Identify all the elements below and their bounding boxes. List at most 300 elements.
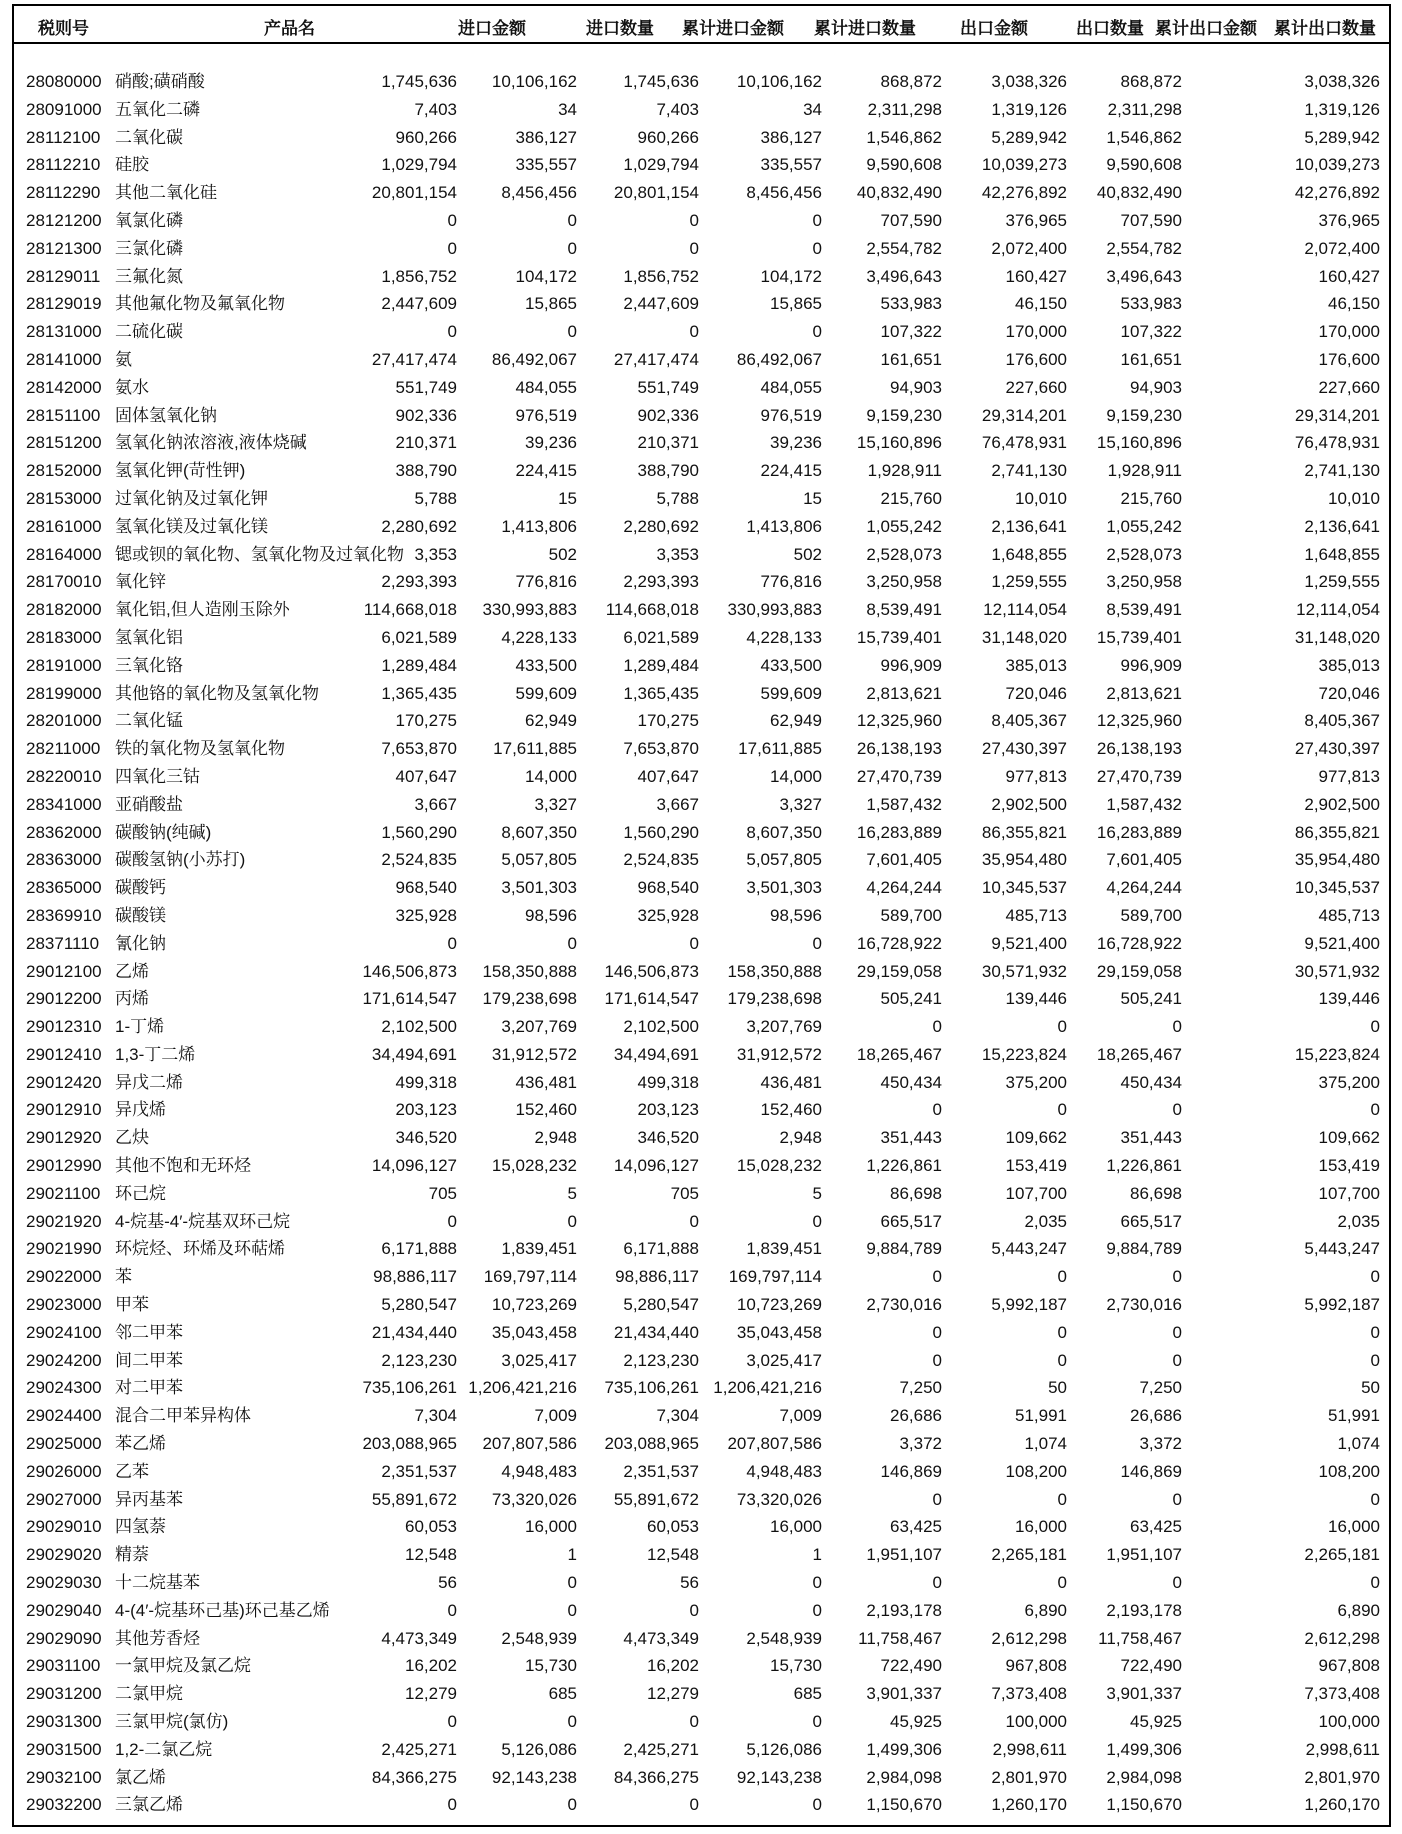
cell-cum-export-qty: 2,072,400 bbox=[1304, 238, 1380, 258]
cell-cum-export-qty: 385,013 bbox=[1318, 655, 1380, 675]
table-row bbox=[14, 958, 1389, 986]
table-row bbox=[14, 1625, 1389, 1653]
cell-product-name: 异戊二烯 bbox=[115, 1072, 183, 1092]
cell-import-value: 902,336 bbox=[395, 405, 457, 425]
cell-cum-export-qty: 50 bbox=[1361, 1378, 1380, 1398]
cell-product-name: 三氯乙烯 bbox=[115, 1795, 183, 1815]
cell-cum-import-qty: 599,609 bbox=[760, 683, 822, 703]
cell-product-name: 碳酸氢钠(小苏打) bbox=[115, 850, 246, 870]
cell-cum-import-qty: 5 bbox=[812, 1183, 822, 1203]
cell-import-value: 3,667 bbox=[414, 794, 457, 814]
cell-cum-export-value: 18,265,467 bbox=[1096, 1044, 1182, 1064]
cell-import-value: 60,053 bbox=[405, 1517, 457, 1537]
cell-tariff-code: 28220010 bbox=[26, 766, 102, 786]
cell-cum-export-qty: 100,000 bbox=[1318, 1712, 1380, 1732]
cell-import-value: 0 bbox=[447, 1211, 457, 1231]
cell-tariff-code: 28362000 bbox=[26, 822, 102, 842]
cell-cum-export-value: 27,470,739 bbox=[1096, 766, 1182, 786]
cell-import-qty: 169,797,114 bbox=[483, 1267, 577, 1287]
cell-cum-export-value: 86,698 bbox=[1130, 1183, 1182, 1203]
cell-export-qty: 139,446 bbox=[1005, 989, 1067, 1009]
cell-import-qty: 0 bbox=[567, 933, 577, 953]
cell-export-value: 3,901,337 bbox=[866, 1684, 942, 1704]
cell-import-qty: 92,143,238 bbox=[491, 1767, 577, 1787]
cell-cum-export-value: 26,686 bbox=[1130, 1406, 1182, 1426]
cell-import-qty: 8,456,456 bbox=[501, 183, 577, 203]
cell-cum-import-qty: 2,948 bbox=[779, 1128, 822, 1148]
cell-cum-import-qty: 17,611,885 bbox=[738, 739, 822, 759]
cell-import-value: 0 bbox=[447, 933, 457, 953]
cell-tariff-code: 29031500 bbox=[26, 1739, 102, 1759]
cell-cum-export-qty: 2,902,500 bbox=[1304, 794, 1380, 814]
cell-product-name: 间二甲苯 bbox=[115, 1350, 183, 1370]
cell-export-value: 0 bbox=[932, 1322, 942, 1342]
cell-cum-import-value: 5,280,547 bbox=[623, 1295, 699, 1315]
cell-tariff-code: 29012420 bbox=[26, 1072, 102, 1092]
cell-export-qty: 42,276,892 bbox=[981, 183, 1067, 203]
header-cum-export-value: 累计出口金额 bbox=[1155, 19, 1257, 38]
cell-export-value: 146,869 bbox=[880, 1461, 942, 1481]
cell-cum-import-value: 325,928 bbox=[637, 905, 699, 925]
cell-cum-export-qty: 109,662 bbox=[1318, 1128, 1380, 1148]
cell-cum-import-value: 1,289,484 bbox=[623, 655, 699, 675]
cell-cum-export-value: 3,496,643 bbox=[1106, 266, 1182, 286]
cell-cum-import-qty: 0 bbox=[812, 238, 822, 258]
table-row bbox=[14, 735, 1389, 763]
header-cum-import-value: 累计进口金额 bbox=[682, 19, 784, 38]
cell-tariff-code: 28341000 bbox=[26, 794, 102, 814]
cell-tariff-code: 28365000 bbox=[26, 878, 102, 898]
cell-import-qty: 0 bbox=[567, 1600, 577, 1620]
cell-cum-export-value: 722,490 bbox=[1120, 1656, 1182, 1676]
cell-import-value: 98,886,117 bbox=[373, 1267, 457, 1287]
cell-export-value: 2,730,016 bbox=[866, 1295, 942, 1315]
cell-tariff-code: 28170010 bbox=[26, 572, 102, 592]
cell-import-qty: 0 bbox=[567, 210, 577, 230]
cell-import-value: 2,102,500 bbox=[381, 1017, 457, 1037]
cell-export-value: 161,651 bbox=[880, 349, 942, 369]
cell-cum-import-value: 551,749 bbox=[637, 377, 699, 397]
cell-product-name: 碳酸镁 bbox=[115, 905, 166, 925]
cell-cum-import-qty: 31,912,572 bbox=[736, 1044, 822, 1064]
cell-cum-import-qty: 0 bbox=[812, 1211, 822, 1231]
cell-cum-import-value: 1,560,290 bbox=[623, 822, 699, 842]
header-cum-export-qty: 累计出口数量 bbox=[1274, 19, 1376, 38]
cell-cum-import-value: 3,667 bbox=[656, 794, 699, 814]
cell-tariff-code: 29031100 bbox=[26, 1656, 101, 1676]
cell-import-value: 1,745,636 bbox=[381, 72, 457, 91]
cell-tariff-code: 28152000 bbox=[26, 461, 102, 481]
cell-cum-import-value: 12,279 bbox=[647, 1684, 699, 1704]
cell-cum-export-value: 29,159,058 bbox=[1096, 961, 1182, 981]
cell-import-qty: 776,816 bbox=[515, 572, 577, 592]
cell-export-value: 40,832,490 bbox=[856, 183, 942, 203]
cell-import-qty: 207,807,586 bbox=[482, 1434, 577, 1454]
table-row bbox=[14, 819, 1389, 847]
cell-product-name: 1,3-丁二烯 bbox=[115, 1044, 196, 1064]
cell-cum-import-qty: 1,206,421,216 bbox=[713, 1378, 822, 1398]
table-row bbox=[14, 318, 1389, 346]
cell-cum-export-qty: 0 bbox=[1370, 1489, 1380, 1509]
cell-export-value: 0 bbox=[932, 1100, 942, 1120]
cell-tariff-code: 29029010 bbox=[26, 1517, 102, 1537]
cell-export-qty: 15,223,824 bbox=[981, 1044, 1067, 1064]
header-tariff-code: 税则号 bbox=[38, 19, 89, 38]
cell-import-value: 3,353 bbox=[414, 544, 457, 564]
cell-export-value: 94,903 bbox=[890, 377, 942, 397]
cell-cum-import-value: 1,365,435 bbox=[623, 683, 699, 703]
cell-cum-import-qty: 15,730 bbox=[770, 1656, 822, 1676]
table-row bbox=[14, 1652, 1389, 1680]
table-row bbox=[14, 1680, 1389, 1708]
cell-cum-export-value: 11,758,467 bbox=[1098, 1628, 1182, 1648]
cell-cum-import-value: 6,171,888 bbox=[623, 1239, 699, 1259]
cell-tariff-code: 28121300 bbox=[26, 238, 102, 258]
cell-cum-export-qty: 10,039,273 bbox=[1294, 155, 1380, 175]
cell-cum-export-qty: 46,150 bbox=[1328, 294, 1380, 314]
cell-cum-import-qty: 4,948,483 bbox=[746, 1461, 822, 1481]
cell-cum-import-qty: 976,519 bbox=[760, 405, 822, 425]
cell-import-qty: 10,106,162 bbox=[491, 72, 577, 91]
header-cum-import-qty: 累计进口数量 bbox=[814, 19, 916, 38]
header-export-qty: 出口数量 bbox=[1076, 19, 1144, 38]
cell-export-qty: 2,998,611 bbox=[992, 1739, 1067, 1759]
table-row bbox=[14, 1041, 1389, 1069]
cell-import-qty: 14,000 bbox=[525, 766, 577, 786]
cell-product-name: 五氧化二磷 bbox=[115, 99, 200, 119]
cell-export-qty: 227,660 bbox=[1005, 377, 1067, 397]
cell-import-qty: 15 bbox=[558, 488, 577, 508]
cell-cum-export-value: 868,872 bbox=[1120, 72, 1182, 91]
cell-export-qty: 1,648,855 bbox=[991, 544, 1067, 564]
cell-cum-import-value: 0 bbox=[689, 322, 699, 342]
cell-import-value: 346,520 bbox=[395, 1128, 457, 1148]
cell-tariff-code: 28191000 bbox=[26, 655, 102, 675]
cell-cum-import-qty: 104,172 bbox=[760, 266, 822, 286]
cell-export-value: 707,590 bbox=[880, 210, 942, 230]
cell-import-value: 960,266 bbox=[395, 127, 457, 147]
cell-export-value: 8,539,491 bbox=[866, 600, 942, 620]
cell-tariff-code: 28151100 bbox=[26, 405, 101, 425]
cell-export-qty: 0 bbox=[1057, 1322, 1067, 1342]
cell-export-value: 86,698 bbox=[890, 1183, 942, 1203]
cell-cum-import-qty: 15,865 bbox=[770, 294, 822, 314]
cell-cum-import-qty: 10,723,269 bbox=[736, 1295, 822, 1315]
cell-product-name: 二氯甲烷 bbox=[115, 1684, 183, 1704]
cell-export-qty: 0 bbox=[1057, 1350, 1067, 1370]
table-row bbox=[14, 568, 1389, 596]
cell-cum-export-value: 63,425 bbox=[1130, 1517, 1182, 1537]
cell-import-value: 210,371 bbox=[395, 433, 457, 453]
cell-cum-import-value: 84,366,275 bbox=[613, 1767, 699, 1787]
cell-cum-import-value: 407,647 bbox=[637, 766, 699, 786]
cell-export-value: 2,813,621 bbox=[866, 683, 942, 703]
cell-product-name: 邻二甲苯 bbox=[115, 1322, 183, 1342]
cell-export-value: 0 bbox=[932, 1267, 942, 1287]
cell-export-value: 0 bbox=[932, 1017, 942, 1037]
table-row bbox=[14, 1569, 1389, 1597]
cell-cum-import-value: 2,280,692 bbox=[623, 516, 699, 536]
cell-tariff-code: 29024400 bbox=[26, 1406, 102, 1426]
cell-cum-import-qty: 3,207,769 bbox=[746, 1017, 822, 1037]
cell-cum-export-qty: 30,571,932 bbox=[1294, 961, 1380, 981]
cell-tariff-code: 28161000 bbox=[26, 516, 102, 536]
cell-product-name: 苯 bbox=[115, 1267, 132, 1287]
cell-cum-export-qty: 2,035 bbox=[1337, 1211, 1380, 1231]
cell-cum-export-value: 4,264,244 bbox=[1106, 878, 1182, 898]
cell-cum-import-value: 2,447,609 bbox=[623, 294, 699, 314]
header-product-name: 产品名 bbox=[264, 19, 315, 38]
cell-export-value: 2,528,073 bbox=[866, 544, 942, 564]
cell-import-value: 170,275 bbox=[395, 711, 457, 731]
cell-cum-export-value: 12,325,960 bbox=[1096, 711, 1182, 731]
cell-export-qty: 0 bbox=[1057, 1573, 1067, 1593]
cell-cum-export-value: 0 bbox=[1172, 1322, 1182, 1342]
cell-cum-import-qty: 0 bbox=[812, 1573, 822, 1593]
cell-cum-export-qty: 15,223,824 bbox=[1294, 1044, 1380, 1064]
cell-export-qty: 1,319,126 bbox=[991, 99, 1067, 119]
cell-tariff-code: 29032100 bbox=[26, 1767, 102, 1787]
cell-cum-import-value: 0 bbox=[689, 1211, 699, 1231]
cell-export-value: 2,311,298 bbox=[867, 99, 942, 119]
cell-import-qty: 39,236 bbox=[525, 433, 577, 453]
cell-product-name: 甲苯 bbox=[115, 1295, 149, 1315]
cell-cum-export-value: 2,730,016 bbox=[1106, 1295, 1182, 1315]
cell-cum-export-value: 16,283,889 bbox=[1096, 822, 1182, 842]
cell-export-qty: 2,035 bbox=[1024, 1211, 1067, 1231]
cell-export-qty: 108,200 bbox=[1005, 1461, 1067, 1481]
cell-cum-export-qty: 376,965 bbox=[1318, 210, 1380, 230]
cell-cum-import-value: 0 bbox=[689, 1712, 699, 1732]
cell-product-name: 丙烯 bbox=[115, 989, 149, 1009]
cell-import-value: 2,293,393 bbox=[381, 572, 457, 592]
cell-import-qty: 4,948,483 bbox=[501, 1461, 577, 1481]
table-row bbox=[14, 346, 1389, 374]
table-row bbox=[14, 68, 1389, 96]
table-row bbox=[14, 763, 1389, 791]
cell-cum-export-value: 0 bbox=[1172, 1267, 1182, 1287]
table-row bbox=[14, 541, 1389, 569]
cell-cum-import-qty: 436,481 bbox=[760, 1072, 822, 1092]
cell-cum-import-value: 7,653,870 bbox=[623, 739, 699, 759]
cell-cum-export-value: 450,434 bbox=[1120, 1072, 1182, 1092]
cell-cum-export-qty: 0 bbox=[1370, 1017, 1380, 1037]
cell-export-value: 18,265,467 bbox=[856, 1044, 942, 1064]
cell-import-qty: 433,500 bbox=[515, 655, 577, 675]
table-row bbox=[14, 1180, 1389, 1208]
cell-cum-export-qty: 29,314,201 bbox=[1294, 405, 1380, 425]
cell-export-value: 0 bbox=[932, 1573, 942, 1593]
cell-product-name: 1,2-二氯乙烷 bbox=[115, 1739, 213, 1759]
cell-import-value: 0 bbox=[447, 238, 457, 258]
cell-cum-import-qty: 776,816 bbox=[760, 572, 822, 592]
table-row bbox=[14, 1208, 1389, 1236]
cell-import-qty: 31,912,572 bbox=[491, 1044, 577, 1064]
cell-cum-import-value: 98,886,117 bbox=[615, 1267, 699, 1287]
cell-cum-import-qty: 10,106,162 bbox=[736, 72, 822, 91]
cell-cum-export-qty: 6,890 bbox=[1337, 1600, 1380, 1620]
cell-cum-export-value: 707,590 bbox=[1120, 210, 1182, 230]
cell-import-qty: 8,607,350 bbox=[501, 822, 577, 842]
cell-cum-import-value: 203,088,965 bbox=[604, 1434, 699, 1454]
cell-import-qty: 976,519 bbox=[515, 405, 577, 425]
table-body bbox=[14, 68, 1389, 1819]
cell-cum-export-qty: 2,136,641 bbox=[1304, 516, 1380, 536]
cell-import-value: 2,351,537 bbox=[381, 1461, 457, 1481]
table-row bbox=[14, 985, 1389, 1013]
cell-import-value: 1,365,435 bbox=[381, 683, 457, 703]
cell-cum-export-value: 533,983 bbox=[1120, 294, 1182, 314]
cell-cum-export-qty: 176,600 bbox=[1318, 349, 1380, 369]
cell-export-qty: 485,713 bbox=[1005, 905, 1067, 925]
cell-tariff-code: 29029030 bbox=[26, 1573, 102, 1593]
cell-import-value: 7,403 bbox=[414, 99, 457, 119]
cell-product-name: 二氧化碳 bbox=[115, 127, 183, 147]
cell-cum-import-value: 2,351,537 bbox=[623, 1461, 699, 1481]
cell-import-value: 16,202 bbox=[405, 1656, 457, 1676]
cell-cum-export-value: 1,587,432 bbox=[1106, 794, 1182, 814]
cell-cum-import-qty: 502 bbox=[793, 544, 822, 564]
cell-cum-export-qty: 2,612,298 bbox=[1304, 1628, 1380, 1648]
cell-cum-import-qty: 433,500 bbox=[760, 655, 822, 675]
cell-cum-export-value: 1,055,242 bbox=[1106, 516, 1182, 536]
cell-cum-import-value: 0 bbox=[689, 1795, 699, 1815]
cell-cum-export-qty: 170,000 bbox=[1318, 322, 1380, 342]
cell-export-value: 9,590,608 bbox=[866, 155, 942, 175]
cell-cum-import-qty: 1,413,806 bbox=[746, 516, 822, 536]
cell-export-value: 0 bbox=[932, 1489, 942, 1509]
cell-cum-export-qty: 0 bbox=[1370, 1350, 1380, 1370]
cell-export-value: 533,983 bbox=[880, 294, 942, 314]
cell-cum-export-qty: 1,319,126 bbox=[1304, 99, 1380, 119]
cell-import-qty: 224,415 bbox=[515, 461, 577, 481]
table-row bbox=[14, 1152, 1389, 1180]
cell-product-name: 其他二氧化硅 bbox=[115, 183, 217, 203]
cell-tariff-code: 29012410 bbox=[26, 1044, 102, 1064]
cell-import-qty: 335,557 bbox=[515, 155, 577, 175]
cell-tariff-code: 29021920 bbox=[26, 1211, 102, 1231]
cell-cum-import-qty: 35,043,458 bbox=[736, 1322, 822, 1342]
table-row bbox=[14, 207, 1389, 235]
table-row bbox=[14, 596, 1389, 624]
cell-tariff-code: 28199000 bbox=[26, 683, 102, 703]
cell-tariff-code: 28129011 bbox=[26, 266, 101, 286]
cell-import-qty: 502 bbox=[548, 544, 577, 564]
cell-tariff-code: 28153000 bbox=[26, 488, 102, 508]
cell-cum-export-qty: 35,954,480 bbox=[1294, 850, 1380, 870]
cell-import-value: 203,088,965 bbox=[362, 1434, 457, 1454]
cell-product-name: 三氯甲烷(氯仿) bbox=[115, 1712, 229, 1732]
cell-import-qty: 10,723,269 bbox=[491, 1295, 577, 1315]
cell-product-name: 三氧化铬 bbox=[115, 655, 183, 675]
cell-cum-import-value: 0 bbox=[689, 238, 699, 258]
table-row bbox=[14, 846, 1389, 874]
cell-cum-export-qty: 8,405,367 bbox=[1304, 711, 1380, 731]
cell-cum-import-qty: 1,839,451 bbox=[746, 1239, 822, 1259]
cell-cum-import-qty: 62,949 bbox=[770, 711, 822, 731]
cell-cum-export-value: 15,160,896 bbox=[1096, 433, 1182, 453]
cell-import-qty: 62,949 bbox=[525, 711, 577, 731]
table-row bbox=[14, 902, 1389, 930]
cell-export-value: 9,159,230 bbox=[866, 405, 942, 425]
cell-cum-import-qty: 39,236 bbox=[770, 433, 822, 453]
cell-tariff-code: 29021100 bbox=[26, 1183, 101, 1203]
cell-cum-import-qty: 3,327 bbox=[779, 794, 822, 814]
cell-import-value: 0 bbox=[447, 210, 457, 230]
cell-cum-import-value: 2,293,393 bbox=[623, 572, 699, 592]
cell-export-value: 505,241 bbox=[880, 989, 942, 1009]
cell-tariff-code: 28201000 bbox=[26, 711, 102, 731]
cell-cum-import-qty: 3,025,417 bbox=[746, 1350, 822, 1370]
cell-cum-export-value: 505,241 bbox=[1120, 989, 1182, 1009]
cell-cum-import-qty: 15 bbox=[803, 488, 822, 508]
cell-cum-import-value: 499,318 bbox=[637, 1072, 699, 1092]
cell-import-qty: 2,548,939 bbox=[501, 1628, 577, 1648]
cell-export-qty: 10,345,537 bbox=[981, 878, 1067, 898]
cell-export-value: 2,193,178 bbox=[866, 1600, 942, 1620]
cell-cum-export-value: 8,539,491 bbox=[1106, 600, 1182, 620]
cell-export-value: 4,264,244 bbox=[866, 878, 942, 898]
cell-cum-export-value: 589,700 bbox=[1120, 905, 1182, 925]
cell-product-name: 固体氢氧化钠 bbox=[115, 405, 217, 425]
cell-cum-export-value: 1,150,670 bbox=[1106, 1795, 1182, 1815]
cell-cum-export-qty: 227,660 bbox=[1318, 377, 1380, 397]
cell-cum-import-value: 14,096,127 bbox=[613, 1156, 699, 1176]
cell-export-value: 1,928,911 bbox=[867, 461, 942, 481]
cell-cum-import-value: 56 bbox=[680, 1573, 699, 1593]
cell-product-name: 氧氯化磷 bbox=[115, 210, 183, 230]
cell-cum-export-qty: 1,074 bbox=[1337, 1434, 1380, 1454]
cell-import-qty: 0 bbox=[567, 1211, 577, 1231]
cell-cum-export-value: 107,322 bbox=[1120, 322, 1182, 342]
cell-export-qty: 0 bbox=[1057, 1100, 1067, 1120]
cell-import-qty: 4,228,133 bbox=[501, 627, 577, 647]
cell-cum-import-value: 0 bbox=[689, 210, 699, 230]
cell-cum-export-qty: 5,992,187 bbox=[1304, 1295, 1380, 1315]
cell-cum-export-qty: 0 bbox=[1370, 1100, 1380, 1120]
cell-export-qty: 2,612,298 bbox=[991, 1628, 1067, 1648]
cell-export-qty: 3,038,326 bbox=[991, 72, 1067, 91]
header-export-value: 出口金额 bbox=[960, 19, 1028, 38]
cell-import-value: 0 bbox=[447, 1600, 457, 1620]
cell-product-name: 乙苯 bbox=[115, 1461, 149, 1481]
cell-product-name: 碳酸钠(纯碱) bbox=[115, 822, 212, 842]
cell-tariff-code: 29026000 bbox=[26, 1461, 102, 1481]
cell-tariff-code: 29031300 bbox=[26, 1712, 102, 1732]
cell-import-value: 34,494,691 bbox=[371, 1044, 457, 1064]
table-row bbox=[14, 1347, 1389, 1375]
table-row bbox=[14, 1096, 1389, 1124]
cell-import-value: 325,928 bbox=[395, 905, 457, 925]
cell-tariff-code: 29021990 bbox=[26, 1239, 102, 1259]
cell-product-name: 三氯化磷 bbox=[115, 238, 183, 258]
cell-import-value: 1,289,484 bbox=[381, 655, 457, 675]
cell-cum-import-value: 114,668,018 bbox=[605, 600, 699, 620]
table-header-row bbox=[14, 6, 1389, 44]
cell-cum-import-value: 12,548 bbox=[647, 1545, 699, 1565]
cell-product-name: 其他不饱和无环烃 bbox=[115, 1156, 251, 1176]
cell-cum-export-qty: 0 bbox=[1370, 1573, 1380, 1593]
cell-tariff-code: 28142000 bbox=[26, 377, 102, 397]
cell-tariff-code: 28371110 bbox=[26, 933, 100, 953]
cell-product-name: 三氟化氮 bbox=[115, 266, 183, 286]
cell-cum-import-value: 2,524,835 bbox=[623, 850, 699, 870]
cell-cum-export-value: 665,517 bbox=[1120, 1211, 1182, 1231]
cell-cum-import-qty: 484,055 bbox=[760, 377, 822, 397]
table-row bbox=[14, 930, 1389, 958]
cell-export-value: 45,925 bbox=[890, 1712, 942, 1732]
cell-cum-export-value: 161,651 bbox=[1120, 349, 1182, 369]
